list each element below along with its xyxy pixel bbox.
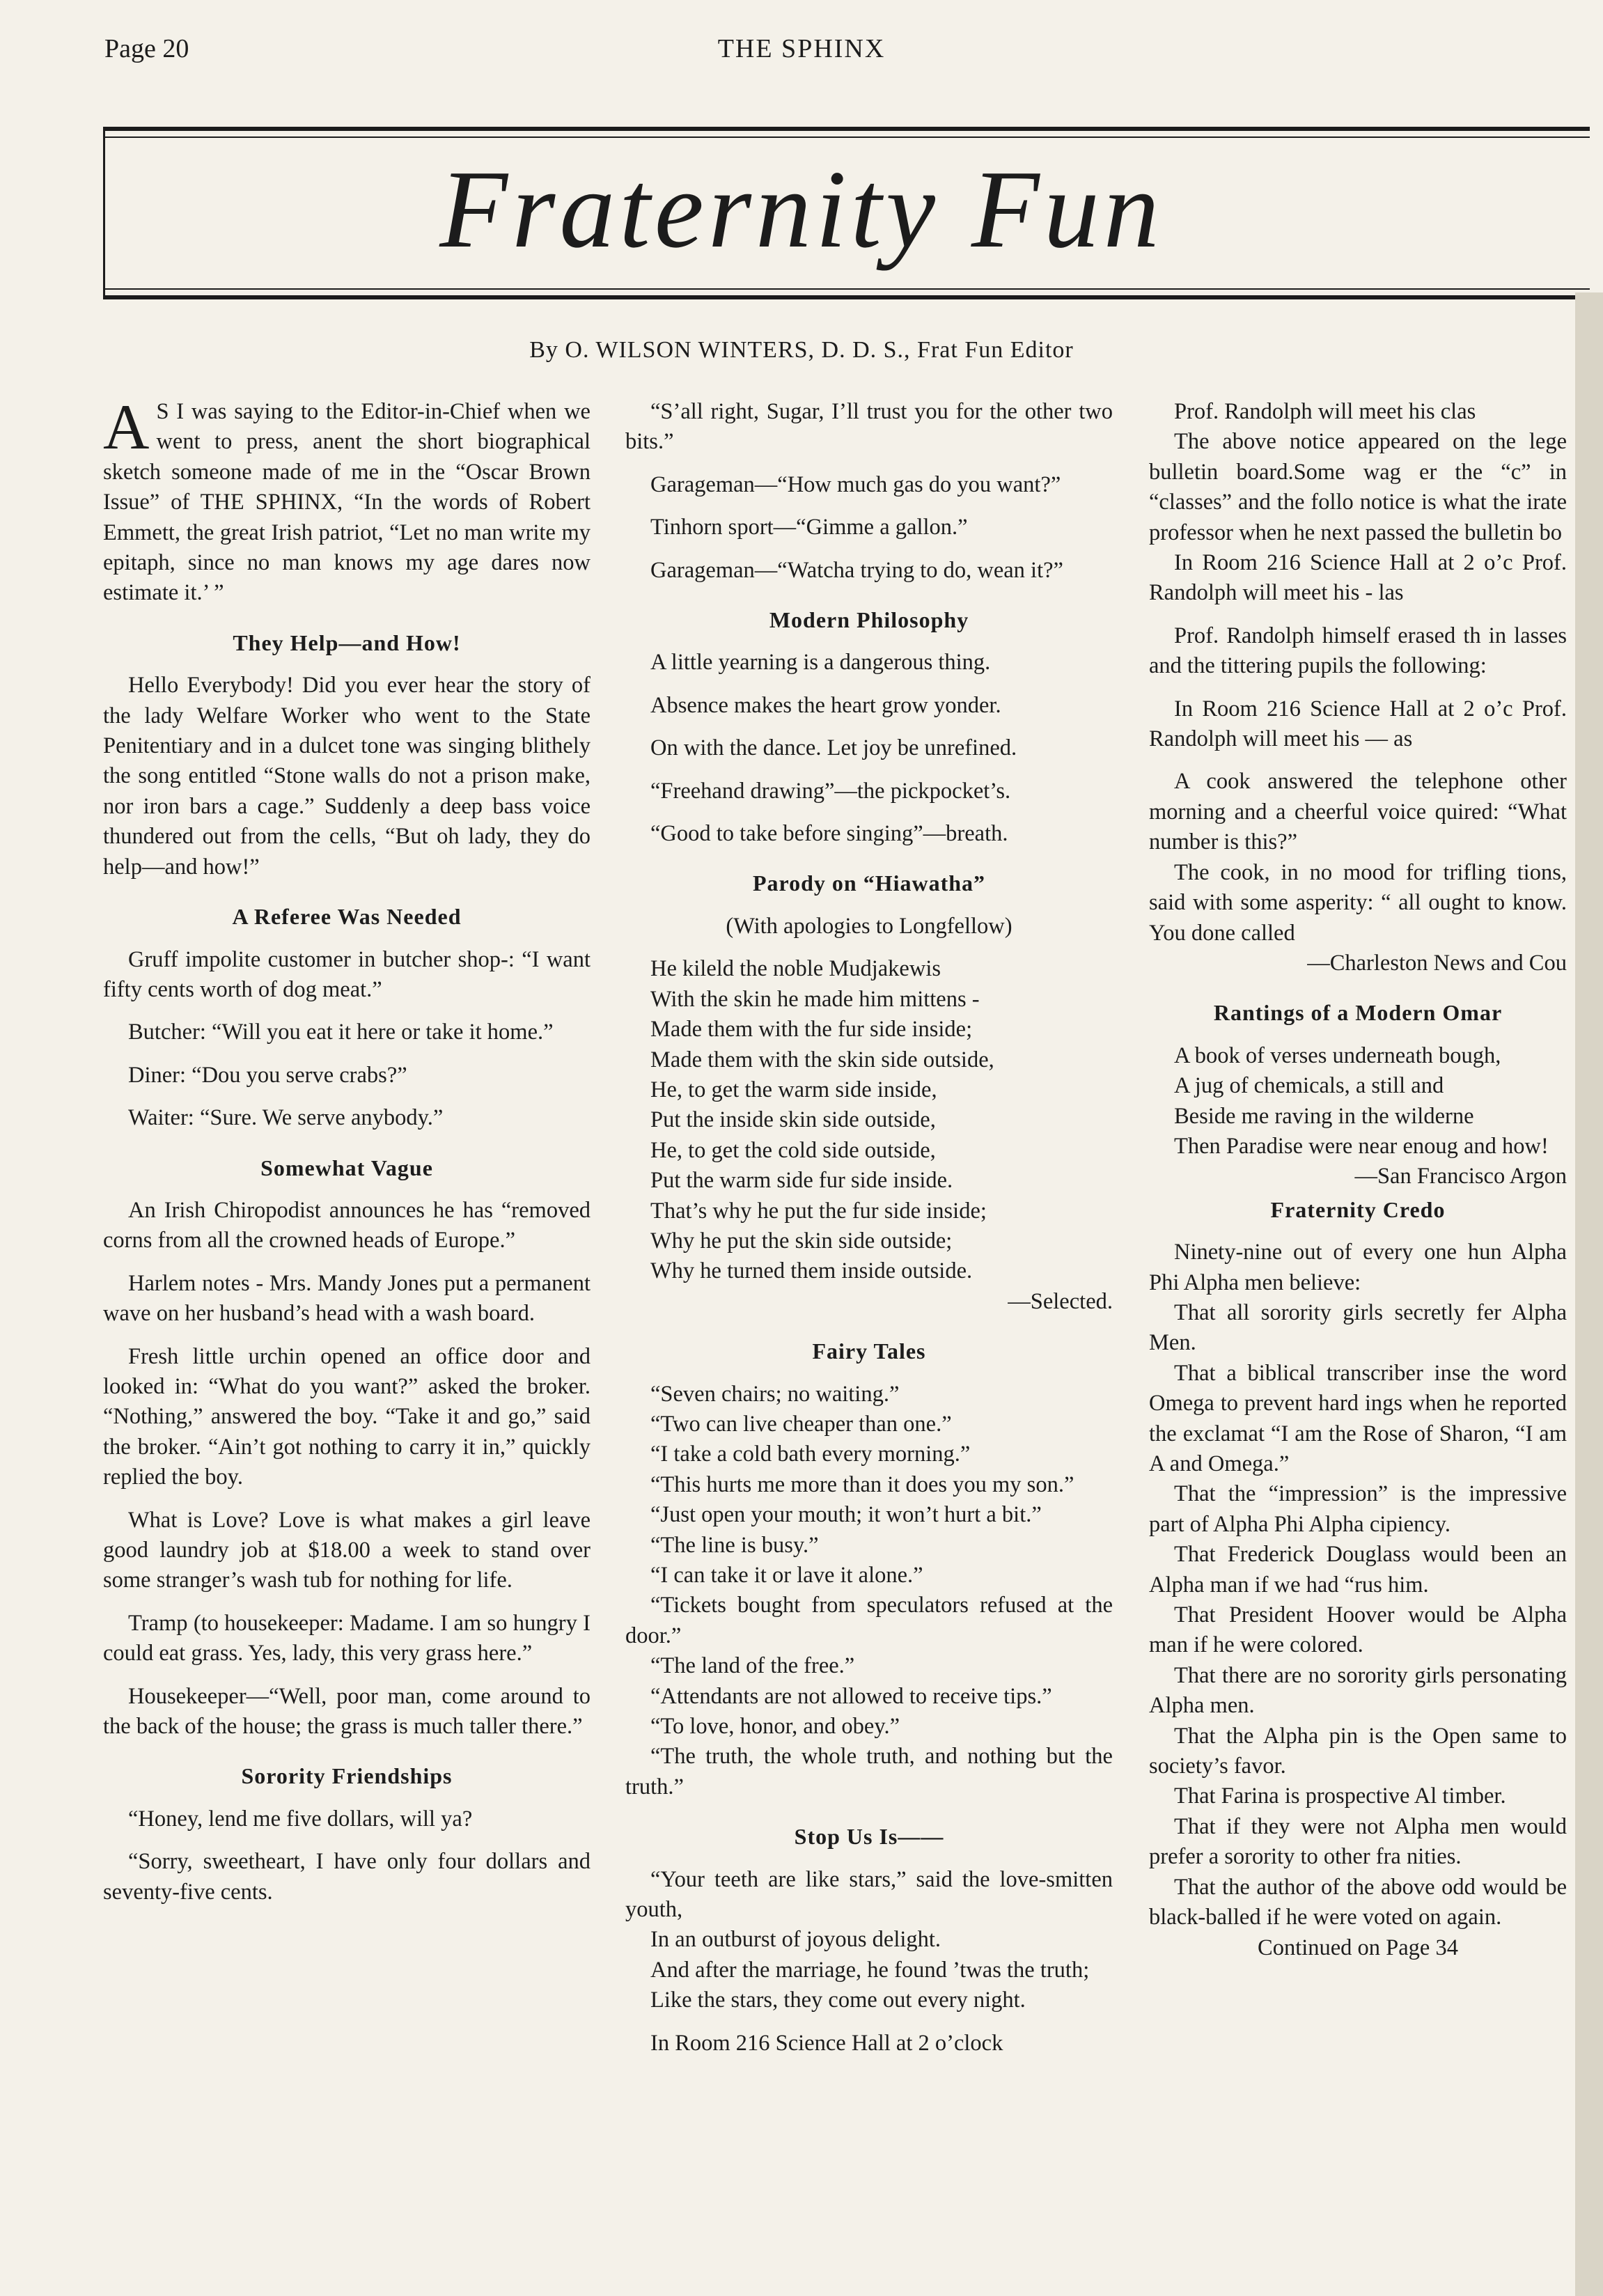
paragraph: Gruff impolite customer in butcher shop-: “I want fifty cents worth of dog meat.” xyxy=(103,946,591,1002)
credo-item: That there are no sorority girls personating Alpha men. xyxy=(1149,1662,1567,1719)
poem-line: Put the inside skin side outside, xyxy=(650,1107,936,1133)
poem-line: He, to get the cold side outside, xyxy=(650,1137,936,1163)
paragraph: In an outburst of joyous delight. xyxy=(650,1927,941,1953)
tale: “I take a cold bath every morning.” xyxy=(650,1442,971,1467)
paragraph: “Good to take before singing”—breath. xyxy=(650,821,1008,847)
tale: “Attendants are not allowed to receive tips.” xyxy=(650,1683,1052,1709)
paragraph: “Freehand drawing”—the pickpocket’s. xyxy=(650,778,1011,804)
poem-line: He, to get the warm side inside, xyxy=(650,1077,937,1102)
paragraph: On with the dance. Let joy be unrefined. xyxy=(650,735,1017,761)
drop-cap: A xyxy=(103,391,150,462)
paragraph: Absence makes the heart grow yonder. xyxy=(650,692,1001,718)
heading-fairy-tales: Fairy Tales xyxy=(812,1338,926,1364)
tale: “The line is busy.” xyxy=(650,1532,819,1558)
title-rule-top-thin xyxy=(103,136,1590,138)
paragraph: The cook, in no mood for trifling tions, said with some asperity: “ all ought to know. You done called xyxy=(1149,859,1567,946)
heading-rantings: Rantings of a Modern Omar xyxy=(1213,1000,1503,1026)
paragraph: Harlem notes - Mrs. Mandy Jones put a permanent wave on her husband’s head with a wash board. xyxy=(103,1270,591,1327)
paragraph: In Room 216 Science Hall at 2 o’c Prof. Randolph will meet his — as xyxy=(1149,696,1567,752)
parody-subtitle: (With apologies to Longfellow) xyxy=(726,913,1012,939)
credo-item: That a biblical transcriber inse the word Omega to prevent hard ings when he reported the exclamat “I am the Rose of Sharon, “I am A and Omega.” xyxy=(1149,1360,1567,1476)
credo-item: That Frederick Douglass would been an Alpha man if we had “rus him. xyxy=(1149,1542,1567,1598)
poem-line: Made them with the fur side inside; xyxy=(650,1017,973,1042)
paragraph: Waiter: “Sure. We serve anybody.” xyxy=(128,1105,444,1131)
poem-line: He kileld the noble Mudjakewis xyxy=(650,956,941,982)
paragraph: What is Love? Love is what makes a girl leave good laundry job at $18.00 a week to stand over some stranger’s wash tub for nothing for life. xyxy=(103,1507,591,1593)
paragraph: Garageman—“How much gas do you want?” xyxy=(650,471,1061,497)
poem-line: With the skin he made him mittens - xyxy=(650,986,980,1012)
tale: “To love, honor, and obey.” xyxy=(650,1714,900,1740)
tale: “I can take it or lave it alone.” xyxy=(650,1563,923,1588)
intro-paragraph: A S I was saying to the Editor-in-Chief when we went to press, anent the short biographical sketch someone made of me in the “Oscar Brown Issue” of THE SPHINX, “In the words of Robert Emmett, the great Irish patriot, “Let no man write my epitaph, since no man knows my age dares now estimate it.’ ” xyxy=(103,391,591,606)
poem-line: Put the warm side fur side inside. xyxy=(650,1168,953,1194)
paragraph: “Your teeth are like stars,” said the love-smitten youth, xyxy=(625,1866,1113,1923)
credo-item: That if they were not Alpha men would prefer a sorority to other fra nities. xyxy=(1149,1813,1567,1870)
tale: “This hurts me more than it does you my son.” xyxy=(650,1471,1074,1497)
title-rule-bottom xyxy=(103,295,1590,299)
paragraph: And after the marriage, he found ’twas the truth; xyxy=(650,1957,1090,1983)
heading-somewhat-vague: Somewhat Vague xyxy=(260,1155,433,1180)
tale: “Just open your mouth; it won’t hurt a bit.” xyxy=(650,1502,1042,1528)
poem-line: Why he put the skin side outside; xyxy=(650,1228,953,1254)
credo-item: That all sorority girls secretly fer Alpha Men. xyxy=(1149,1299,1567,1356)
paragraph: Butcher: “Will you eat it here or take it home.” xyxy=(128,1020,554,1045)
poem-line: Made them with the skin side outside, xyxy=(650,1047,994,1072)
paragraph: “Sorry, sweetheart, I have only four dollars and seventy-five cents. xyxy=(103,1849,591,1905)
paragraph: Ninety-nine out of every one hun Alpha Phi Alpha men believe: xyxy=(1149,1240,1567,1295)
poem-credit: —Selected. xyxy=(1008,1288,1113,1314)
heading-they-help: They Help—and How! xyxy=(233,630,461,655)
paragraph: Tramp (to housekeeper: Madame. I am so hungry I could eat grass. Yes, lady, this very grass here.” xyxy=(103,1610,591,1666)
paragraph: Prof. Randolph will meet his clas xyxy=(1174,399,1476,424)
poem-line: A book of verses underneath bough, xyxy=(1174,1042,1501,1068)
credo-item: That the Alpha pin is the Open same to society’s favor. xyxy=(1149,1723,1567,1779)
magazine-name: THE SPHINX xyxy=(717,34,886,63)
credo-item: That the “impression” is the impressive part of Alpha Phi Alpha cipiency. xyxy=(1149,1481,1567,1537)
omar-poem xyxy=(1149,1041,1567,1162)
heading-modern-philosophy: Modern Philosophy xyxy=(769,607,969,633)
heading-credo: Fraternity Credo xyxy=(1270,1196,1446,1222)
heading-sorority-friendships: Sorority Friendships xyxy=(241,1763,453,1789)
paragraph: A little yearning is a dangerous thing. xyxy=(650,650,991,675)
tale: “The land of the free.” xyxy=(650,1653,855,1679)
paragraph: Garageman—“Watcha trying to do, wean it?” xyxy=(650,557,1063,583)
heading-stop-us: Stop Us Is—— xyxy=(794,1824,944,1850)
poem-line: Why he turned them inside outside. xyxy=(650,1258,973,1284)
source-credit: —Charleston News and Cou xyxy=(1307,950,1567,976)
paragraph: Tinhorn sport—“Gimme a gallon.” xyxy=(650,515,968,540)
paragraph: A cook answered the telephone other morning and a cheerful voice quired: “What number is this?” xyxy=(1149,769,1567,855)
paragraph: Diner: “Dou you serve crabs?” xyxy=(128,1062,407,1088)
heading-referee: A Referee Was Needed xyxy=(232,904,462,930)
page-number: Page 20 xyxy=(104,34,189,63)
parody-poem xyxy=(625,954,1113,1286)
byline: By O. WILSON WINTERS, D. D. S., Frat Fun Editor xyxy=(529,337,1074,363)
paragraph: “S’all right, Sugar, I’ll trust you for the other two bits.” xyxy=(625,399,1113,455)
title-rule-bottom-thin xyxy=(103,288,1590,290)
paragraph: “Honey, lend me five dollars, will ya? xyxy=(128,1806,473,1832)
poem-line: A jug of chemicals, a still and xyxy=(1174,1073,1444,1099)
paragraph: Housekeeper—“Well, poor man, come around to the back of the house; the grass is much taller there.” xyxy=(103,1683,591,1740)
credo-item: That the author of the above odd would be black-balled if he were voted on again. xyxy=(1149,1874,1567,1930)
paragraph: Prof. Randolph himself erased th in lasses and the tittering pupils the following: xyxy=(1149,623,1567,679)
paragraph: In Room 216 Science Hall at 2 o’clock xyxy=(650,2030,1003,2056)
paragraph: Hello Everybody! Did you ever hear the story of the lady Welfare Worker who went to the State Penitentiary and in a dulcet tone was singing blithely the song entitled “Stone walls do not a prison make, nor iron bars a cage.” Suddenly a deep bass voice thundered out from the cells, “But oh lady, they do help—and how!” xyxy=(103,673,591,880)
poem-line: That’s why he put the fur side inside; xyxy=(650,1198,987,1224)
tale: “The truth, the whole truth, and nothing but the truth.” xyxy=(625,1744,1113,1799)
tale: “Seven chairs; no waiting.” xyxy=(650,1381,900,1407)
column-1 xyxy=(103,391,591,1920)
poem-line: Beside me raving in the wilderne xyxy=(1174,1103,1474,1129)
paragraph: Fresh little urchin opened an office door and looked in: “What do you want?” asked the broker. “Nothing,” answered the boy. “Take it and go,” said the broker. “Ain’t got nothing to carry it in,” quickly replied the boy. xyxy=(103,1343,591,1490)
paragraph: Like the stars, they come out every night. xyxy=(650,1987,1026,2013)
paragraph: In Room 216 Science Hall at 2 o’c Prof. Randolph will meet his - las xyxy=(1149,550,1567,606)
column-2 xyxy=(625,397,1113,2071)
heading-parody: Parody on “Hiawatha” xyxy=(752,870,986,896)
poem-line: Then Paradise were near enoug and how! xyxy=(1174,1133,1549,1159)
credo-item: That President Hoover would be Alpha man if he were colored. xyxy=(1149,1602,1567,1658)
title-rule-top xyxy=(103,127,1590,131)
tale: “Two can live cheaper than one.” xyxy=(650,1411,952,1437)
credo-item: That Farina is prospective Al timber. xyxy=(1174,1783,1506,1809)
page-edge-shadow xyxy=(1575,292,1603,2296)
continued-note: Continued on Page 34 xyxy=(1258,1935,1458,1960)
article-title: Fraternity Fun xyxy=(439,147,1164,271)
paragraph: An Irish Chiropodist announces he has “removed corns from all the crowned heads of Europe.” xyxy=(103,1197,591,1254)
column-3 xyxy=(1149,397,1567,2249)
tale: “Tickets bought from speculators refused at the door.” xyxy=(625,1593,1113,1648)
source-credit: —San Francisco Argon xyxy=(1354,1164,1567,1189)
paragraph: The above notice appeared on the lege bulletin board.Some wag er the “c” in “classes” and the follo notice is what the irate professor when he next passed the bulletin bo xyxy=(1149,429,1567,545)
